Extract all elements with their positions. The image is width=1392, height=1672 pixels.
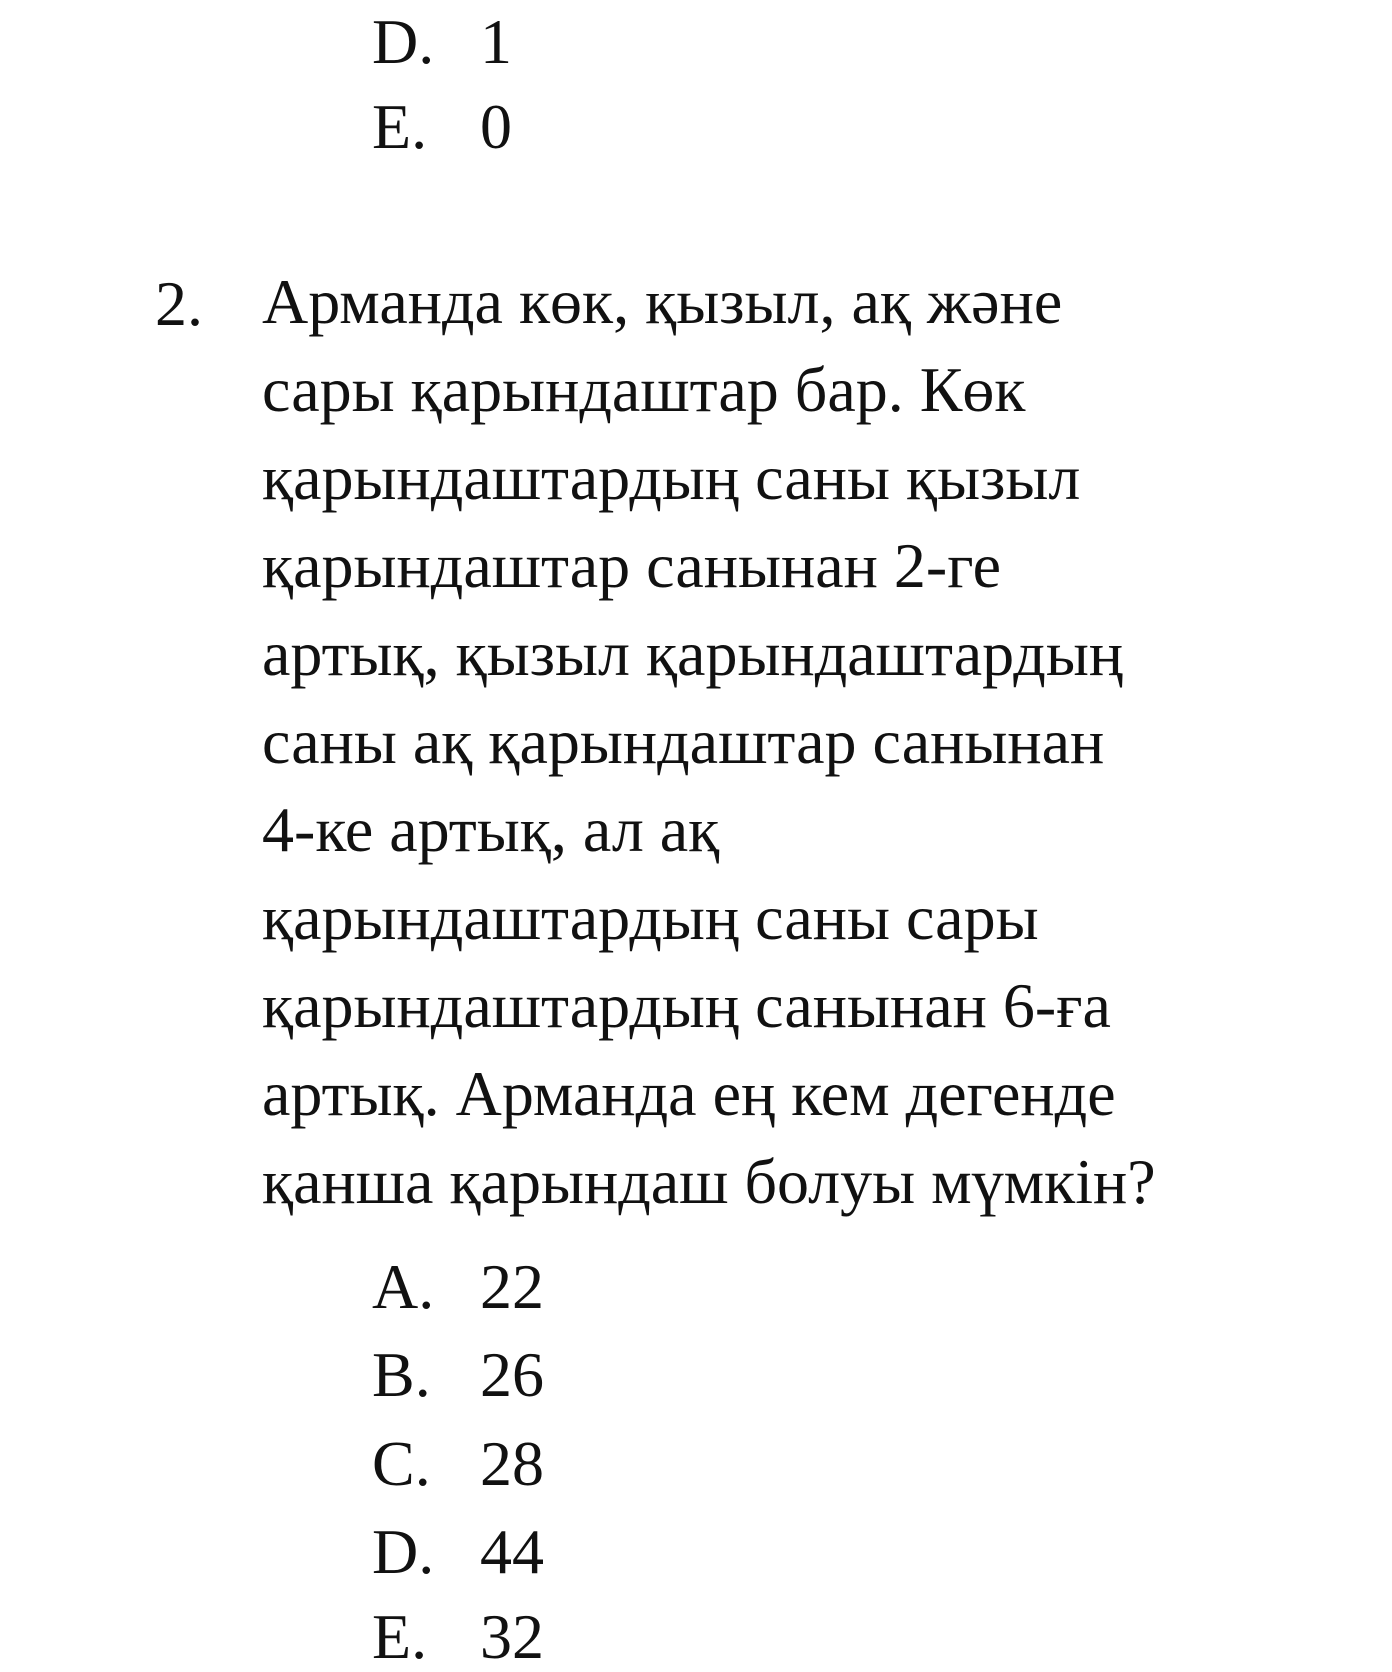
question-line: қарындаштардың санынан 6-ға [262,970,1111,1041]
question-text [262,258,1362,1226]
option-value: 28 [480,1428,544,1499]
option-letter: B. [372,1339,431,1410]
answer-option-e [372,1601,544,1672]
option-letter: E. [372,1601,428,1672]
question-line: артық, қызыл қарындаштардың [262,618,1124,689]
question-line: сары қарындаштар бар. Көк [262,354,1026,425]
option-letter: E. [372,91,428,162]
option-value: 22 [480,1251,544,1322]
option-letter: C. [372,1428,431,1499]
prev-option-d [372,6,512,77]
answer-option-d [372,1516,544,1587]
option-value: 26 [480,1339,544,1410]
option-value: 44 [480,1516,544,1587]
option-value: 0 [480,91,512,162]
answer-option-a [372,1251,544,1322]
question-line: қарындаштардың саны сары [262,882,1039,953]
question-line: қарындаштардың саны қызыл [262,442,1081,513]
option-value: 32 [480,1601,544,1672]
question-line: 4-ке артық, ал ақ [262,794,720,865]
option-value: 1 [480,6,512,77]
question-line: қарындаштар санынан 2-ге [262,530,1002,601]
question-line: артық. Арманда ең кем дегенде [262,1058,1116,1129]
question-line: саны ақ қарындаштар санынан [262,706,1105,777]
option-letter: A. [372,1251,435,1322]
question-line: қанша қарындаш болуы мүмкін? [262,1146,1156,1217]
option-letter: D. [372,1516,435,1587]
option-letter: D. [372,6,435,77]
answer-option-b [372,1339,544,1410]
question-number: 2. [155,268,203,339]
answer-option-c [372,1428,544,1499]
prev-option-e [372,91,512,162]
question-line: Арманда көк, қызыл, ақ және [262,266,1063,337]
